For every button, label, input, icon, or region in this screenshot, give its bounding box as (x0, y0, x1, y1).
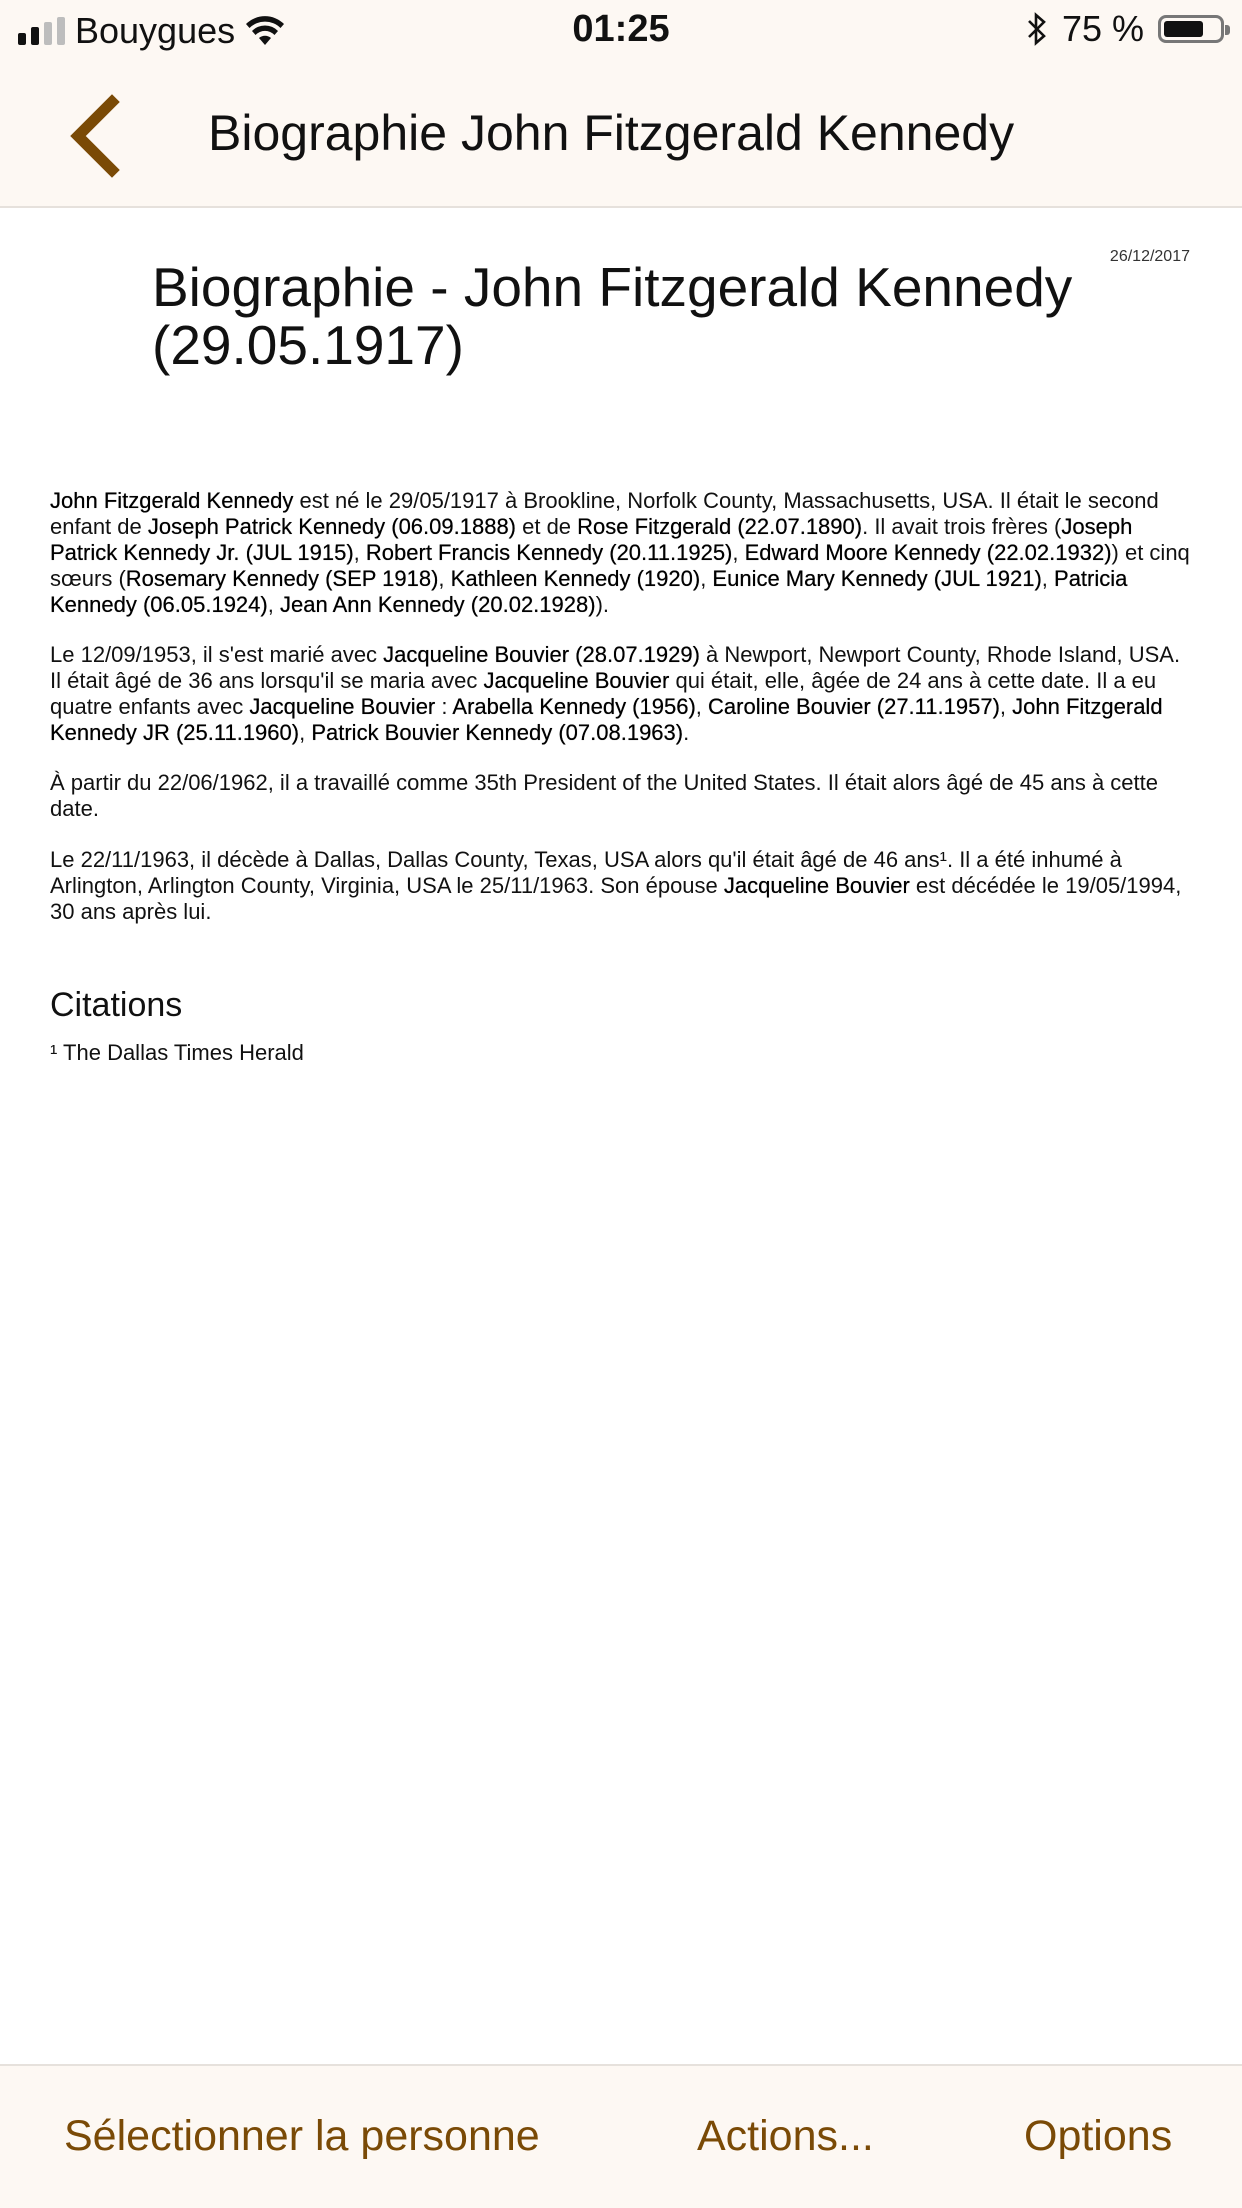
back-button[interactable] (60, 94, 130, 178)
paragraph-text: , (299, 720, 312, 745)
person-link[interactable]: Caroline Bouvier (27.11.1957) (708, 694, 1000, 719)
person-link[interactable]: Jacqueline Bouvier (28.07.1929) (383, 642, 700, 667)
nav-title: Biographie John Fitzgerald Kennedy (208, 105, 1015, 161)
status-bar (0, 0, 1242, 64)
battery-percent: 75 % (1061, 8, 1144, 49)
paragraph-text: ) et cinq sœurs ( (50, 540, 1190, 591)
paragraph-text: est né le 29/05/1917 à Brookline, Norfolk County, Massachusetts, USA. Il était le second enfant de (50, 488, 1159, 539)
person-link[interactable]: Joseph Patrick Kennedy Jr. (JUL 1915) (50, 514, 1133, 565)
paragraph-text: Le 22/11/1963, il décède à Dallas, Dallas County, Texas, USA alors qu'il était âgé de 46 ans¹. Il a été inhumé à Arlington, Arlington County, Virginia, USA le 25/11/1963. Son épouse (50, 847, 1122, 898)
paragraph-marriage (50, 642, 1192, 746)
status-right (1026, 8, 1224, 50)
paragraph-text: , (695, 694, 709, 719)
person-link[interactable]: Jacqueline Bouvier (723, 873, 910, 898)
person-link[interactable]: Arabella Kennedy (1956) (452, 694, 696, 719)
citations-heading: Citations (50, 986, 183, 1024)
paragraph-text: à Newport, Newport County, Rhode Island, USA. Il était âgé de 36 ans lorsqu'il se maria avec (50, 642, 1181, 693)
paragraph-text: , (999, 694, 1013, 719)
battery-fill (1164, 21, 1203, 37)
person-link[interactable]: Edward Moore Kennedy (22.02.1932) (744, 540, 1112, 565)
person-link[interactable]: Kathleen Kennedy (1920) (450, 566, 701, 591)
person-link[interactable]: Jacqueline Bouvier (249, 694, 436, 719)
paragraph-text: qui était, elle, âgée de 24 ans à cette date. Il a eu quatre enfants avec (50, 668, 1157, 719)
paragraph-text: . Il avait trois frères ( (862, 514, 1062, 539)
status-time: 01:25 (572, 8, 670, 50)
document-date: 26/12/2017 (1109, 248, 1190, 265)
paragraph-text: À partir du 22/06/1962, il a travaillé comme 35th President of the United States. Il était alors âgé de 45 ans à cette date. (50, 770, 1158, 821)
paragraph-text: , (438, 566, 451, 591)
person-link[interactable]: Jacqueline Bouvier (483, 668, 670, 693)
paragraph-text: . (683, 720, 690, 745)
bottom-toolbar (0, 2064, 1242, 2208)
paragraph-text: , (353, 540, 366, 565)
paragraph-text: , (700, 566, 713, 591)
paragraph-text: : (435, 694, 453, 719)
paragraph-text: , (1041, 566, 1055, 591)
paragraph-text: Le 12/09/1953, il s'est marié avec (50, 642, 384, 667)
paragraph-text: et de (516, 514, 578, 539)
person-link[interactable]: Joseph Patrick Kennedy (06.09.1888) (147, 514, 516, 539)
navigation-bar (0, 64, 1242, 208)
bluetooth-icon (1026, 12, 1048, 46)
carrier-label: Bouygues (75, 10, 236, 51)
paragraph-birth (50, 488, 1192, 618)
person-link[interactable]: Patricia Kennedy (06.05.1924) (50, 566, 1128, 617)
person-link[interactable]: Robert Francis Kennedy (20.11.1925) (365, 540, 733, 565)
select-person-button[interactable]: Sélectionner la personne (64, 2112, 540, 2160)
paragraph-text: , (267, 592, 280, 617)
citation-item: ¹ The Dallas Times Herald (50, 1040, 304, 1065)
actions-button[interactable]: Actions... (697, 2112, 874, 2160)
chevron-left-icon (60, 94, 130, 178)
biography-content (0, 208, 1242, 2064)
battery-icon (1158, 15, 1224, 43)
person-link[interactable]: Eunice Mary Kennedy (JUL 1921) (712, 566, 1042, 591)
options-button[interactable]: Options (1024, 2112, 1173, 2160)
person-link[interactable]: Patrick Bouvier Kennedy (07.08.1963) (311, 720, 684, 745)
paragraph-career (50, 770, 1192, 822)
paragraph-death (50, 847, 1192, 925)
person-link[interactable]: John Fitzgerald Kennedy (50, 488, 294, 513)
paragraph-text: ). (595, 592, 610, 617)
document-title: Biographie - John Fitzgerald Kennedy (29.05.1917) (152, 256, 1073, 376)
person-link[interactable]: Rose Fitzgerald (22.07.1890) (577, 514, 863, 539)
person-link[interactable]: John Fitzgerald Kennedy JR (25.11.1960) (50, 694, 1163, 745)
person-link[interactable]: Jean Ann Kennedy (20.02.1928) (279, 592, 596, 617)
paragraph-text: , (732, 540, 745, 565)
person-link[interactable]: Rosemary Kennedy (SEP 1918) (125, 566, 439, 591)
paragraph-text: est décédée le 19/05/1994, 30 ans après lui. (50, 873, 1182, 924)
